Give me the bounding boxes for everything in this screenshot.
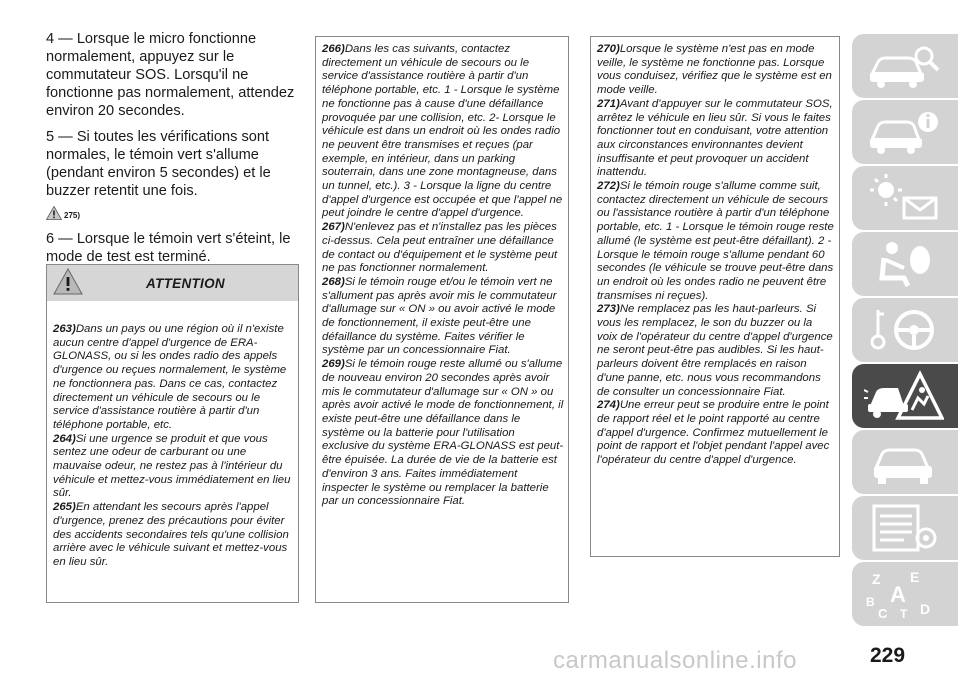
note-271: 271)Avant d'appuyer sur le commutateur SOS, arrêtez le véhicule en lieu sûr. Si vous le faites fonctionner tout en conduisant, votre attention aux circonstances environnantes devient insuffisante et peut provoquer un accident inattendu. (597, 97, 833, 179)
note-273: 273)Ne remplacez pas les haut-parleurs. Si vous les remplacez, le son du buzzer ou la voix de l'opérateur du centre d'appel d'urgence ne seront peut-être pas audibles. Si les haut-parleurs doivent être remplacés en raison d'une panne, etc. nous vous recommandons de consulter un concessionnaire Fiat. (597, 303, 833, 398)
tab-dashboard-lights[interactable] (852, 166, 958, 230)
emergency-warning-triangle-icon (864, 370, 944, 422)
warning-notes-box-middle (315, 36, 569, 603)
note-265: 265)En attendant les secours après l'appel d'urgence, prenez des précautions pour éviter des accidents secondaires tels qu'une collision arrière avec le véhicule suivant et mettez-vous en lieu sûr. (53, 501, 289, 568)
specifications-list-icon (864, 502, 944, 554)
attention-title: ATTENTION (146, 276, 225, 291)
note-264: 264)Si une urgence se produit et que vous sentez une odeur de carburant ou une mauvaise odeur, ne restez pas à l'intérieur du véhicule et mettez-vous immédiatement en lieu sûr. (53, 432, 291, 500)
attention-box (46, 264, 299, 603)
alphabetical-index-icon (864, 568, 944, 620)
warning-reference[interactable] (46, 206, 298, 220)
main-text-column (46, 30, 298, 274)
right-notes (597, 43, 835, 468)
page-number: 229 (870, 644, 906, 667)
note-274: 274)Une erreur peut se produire entre le point de rapport réel et le point rapporté au centre d'appel d'urgence. Confirmez mutuellement le point de rapport et l'objet pendant l'appel avec l'opérateur du centre d'appel d'urgence. (597, 399, 830, 467)
car-search-icon (864, 40, 944, 92)
tab-specifications[interactable] (852, 496, 958, 560)
reference-number: 275) (64, 211, 81, 220)
index-letter-e: E (910, 569, 920, 585)
tab-emergency[interactable] (852, 364, 958, 428)
tab-car-search[interactable] (852, 34, 958, 98)
note-267: 267)N'enlevez pas et n'installez pas les pièces ci-dessus. Cela peut entraîner une défaillance de contact ou d'équipement et le système peut ne pas fonctionner normalement. (322, 221, 558, 275)
tab-steering-wheel-key[interactable] (852, 298, 958, 362)
attention-notes (53, 323, 294, 570)
index-letter-d: D (920, 601, 931, 617)
watermark: carmanualsonline.info (553, 647, 797, 674)
tab-car-maintenance[interactable] (852, 430, 958, 494)
step-4-paragraph: 4 — Lorsque le micro fonctionne normalement, appuyez sur le commutateur SOS. Lorsqu'il ne fonctionne pas normalement, attendez environ 20 secondes. (46, 31, 295, 119)
note-270: 270)Lorsque le système n'est pas en mode veille, le système ne fonctionne pas. Lorsque vous conduisez, vérifiez que le système est en mode veille. (597, 43, 832, 97)
tab-seat-airbag[interactable] (852, 232, 958, 296)
index-letter-b: B (866, 595, 875, 609)
note-266: 266)Dans les cas suivants, contactez directement un véhicule de secours ou le service d'assistance routière à partir d'un téléphone portable, etc. 1 - Lorsque le système ne fonctionne pas à cause d'une défaillance provoquée par une collision, etc. 2- Lorsque le véhicule est dans un endroit où les ondes radio ne peuvent être transmises et reçues (par exemple, en intérieur, dans un parking souterrain, dans une zone montagneuse, dans un tunnel, etc.). 3 - Lorsque la ligne du centre d'appel d'urgence est occupée et que l'appel ne peut joindre le centre d'appel d'urgence. (322, 43, 563, 220)
dashboard-lights-icon (864, 172, 944, 224)
steering-wheel-key-icon (864, 304, 944, 356)
step-6-paragraph: 6 — Lorsque le témoin vert s'éteint, le mode de test est terminé. (46, 231, 291, 265)
note-268: 268)Si le témoin rouge et/ou le témoin vert ne s'allument pas après avoir mis le commutateur d'allumage sur « ON » ou avoir activé le mode de fonctionnement, il existe peut-être une défaillance du système. Faites vérifier le système par un concessionnaire Fiat. (322, 275, 557, 357)
attention-header (47, 265, 298, 301)
index-letter-c: C (878, 606, 888, 620)
index-letter-a: A (890, 582, 906, 607)
warning-notes-box-right (590, 36, 840, 557)
middle-notes (322, 43, 564, 509)
tab-car-info[interactable] (852, 100, 958, 164)
index-letter-z: Z (872, 571, 881, 587)
note-263: 263)Dans un pays ou une région où il n'existe aucun centre d'appel d'urgence de ERA-GLONASS, ou si les ondes radio des appels d'urgence ou reçues normalement, le système ne fonctionnera pas. Dans ce cas, contactez directement un véhicule de secours ou le service d'assistance routière à partir d'un téléphone portable, etc. (53, 323, 287, 431)
note-272: 272)Si le témoin rouge s'allume comme suit, contactez directement un véhicule de secours ou l'assistance routière à partir d'un téléphone portable, etc. 1 - Lorsque le témoin rouge reste allumé (le système est peut-être défaillant). 2 - Lorsque le témoin rouge s'allume pendant 60 secondes (le véhicule se trouve peut-être dans un endroit où les ondes radio ne peuvent être transmises ni reçues). (597, 180, 834, 302)
note-269: 269)Si le témoin rouge reste allumé ou s'allume de nouveau environ 20 secondes après avoir mis le commutateur d'allumage sur « ON » ou après avoir activé le mode de fonctionnement, il existe peut-être une défaillance dans le système ou la batterie pour l'utilisation exclusive du système ERA-GLONASS est peut-être épuisée. La durée de vie de la batterie est d'environ 3 ans. Faites immédiatement inspecter le système ou remplacer la batterie par un concessionnaire Fiat. (322, 358, 564, 508)
step-5-paragraph: 5 — Si toutes les vérifications sont normales, le témoin vert s'allume (pendant environ 5 secondes) et le buzzer retentit une fois. (46, 129, 271, 199)
tab-alphabetical-index[interactable] (852, 562, 958, 626)
car-maintenance-icon (864, 436, 944, 488)
index-letter-t: T (900, 607, 908, 620)
car-info-icon (864, 106, 944, 158)
warning-triangle-icon (46, 206, 62, 220)
seat-airbag-icon (864, 238, 944, 290)
